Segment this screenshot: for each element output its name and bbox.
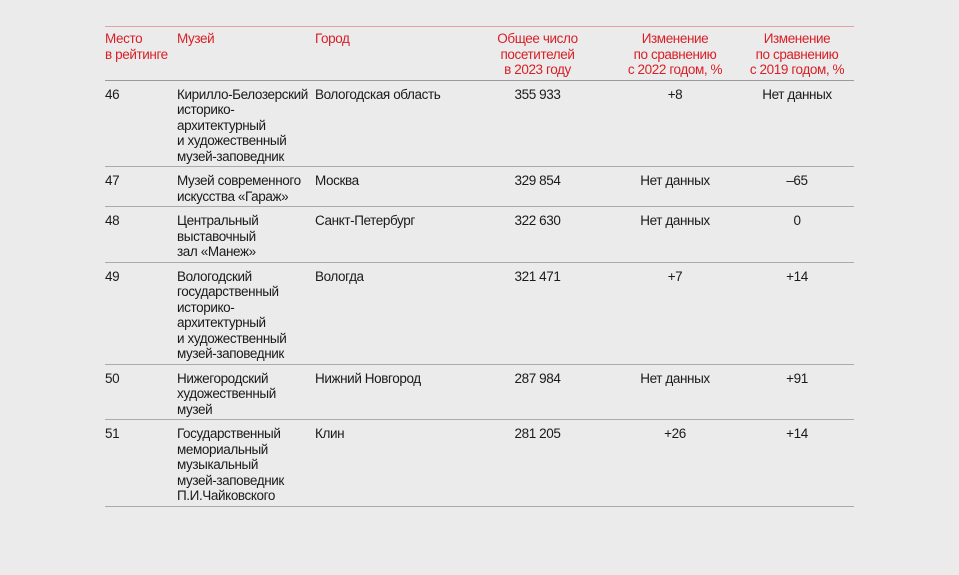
cell-rank: 48 [105,207,177,263]
cell-visitors: 355 933 [465,80,610,167]
cell-change-2022: Нет данных [610,364,740,420]
cell-visitors: 322 630 [465,207,610,263]
header-rank: Место в рейтинге [105,27,177,80]
cell-change-2019: –65 [740,167,854,207]
table-row [105,420,854,507]
cell-city: Вологда [315,262,465,364]
header-change-2019: Изменение по сравнению с 2019 годом, % [740,27,854,80]
cell-rank: 46 [105,80,177,167]
cell-change-2019: Нет данных [740,80,854,167]
cell-museum: Музей современного искусства «Гараж» [177,167,315,207]
cell-change-2022: +8 [610,80,740,167]
museum-rating-table [105,27,854,507]
cell-change-2022: Нет данных [610,207,740,263]
cell-visitors: 287 984 [465,364,610,420]
cell-change-2019: +91 [740,364,854,420]
cell-museum: Кирилло-Белозерский историко- архитектурный и художественный музей-заповедник [177,80,315,167]
cell-city: Москва [315,167,465,207]
header-museum: Музей [177,27,315,80]
cell-museum: Нижегородский художественный музей [177,364,315,420]
cell-city: Санкт-Петербург [315,207,465,263]
cell-rank: 47 [105,167,177,207]
table-row [105,167,854,207]
table-row [105,80,854,167]
table-row [105,364,854,420]
cell-visitors: 321 471 [465,262,610,364]
cell-rank: 50 [105,364,177,420]
cell-museum: Вологодский государственный историко- архитектурный и художественный музей-заповедник [177,262,315,364]
cell-city: Нижний Новгород [315,364,465,420]
table-row [105,262,854,364]
cell-change-2022: Нет данных [610,167,740,207]
header-city: Город [315,27,465,80]
cell-city: Клин [315,420,465,507]
cell-visitors: 329 854 [465,167,610,207]
cell-rank: 49 [105,262,177,364]
cell-change-2019: +14 [740,262,854,364]
cell-change-2019: 0 [740,207,854,263]
cell-museum: Центральный выставочный зал «Манеж» [177,207,315,263]
cell-visitors: 281 205 [465,420,610,507]
header-change-2022: Изменение по сравнению с 2022 годом, % [610,27,740,80]
cell-rank: 51 [105,420,177,507]
cell-museum: Государственный мемориальный музыкальный музей-заповедник П.И.Чайковского [177,420,315,507]
cell-change-2022: +26 [610,420,740,507]
rating-table-container [105,26,854,507]
cell-change-2019: +14 [740,420,854,507]
table-header-row [105,27,854,80]
table-row [105,207,854,263]
header-visitors: Общее число посетителей в 2023 году [465,27,610,80]
cell-change-2022: +7 [610,262,740,364]
cell-city: Вологодская область [315,80,465,167]
